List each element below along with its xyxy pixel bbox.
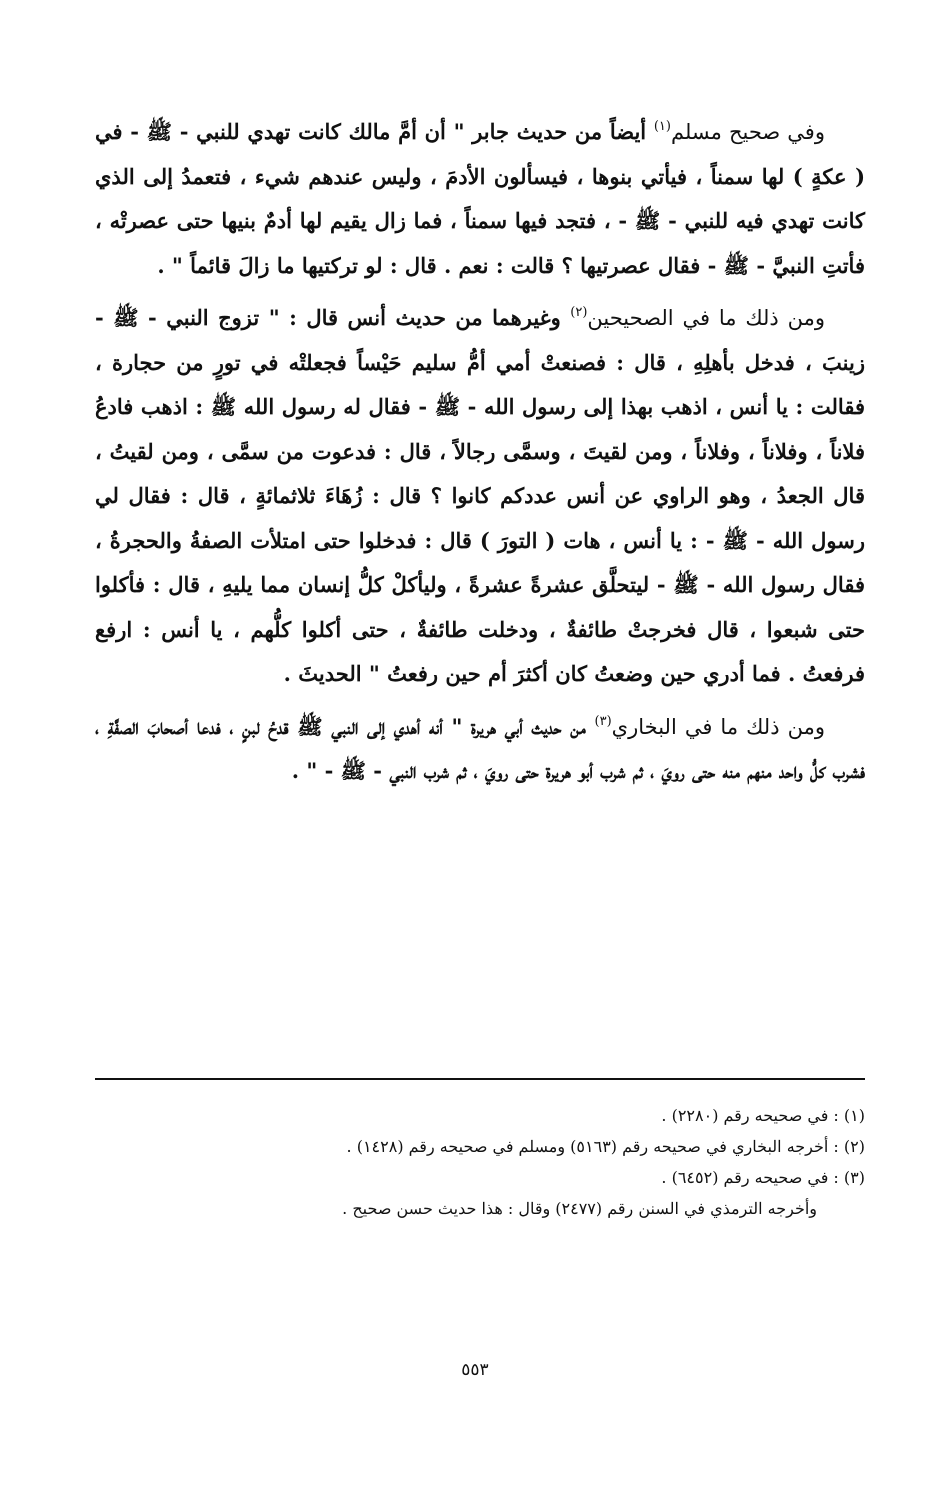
footnote-ref-2[interactable]: (٢) [570, 305, 588, 320]
footnote-3-continuation [95, 1193, 865, 1224]
footnote-ref-3[interactable]: (٣) [594, 713, 612, 729]
footnote-3 [95, 1162, 865, 1193]
footnote-text: (١) : في صحيحه رقم (٢٢٨٠) . [661, 1106, 865, 1125]
footnote-text: (٣) : في صحيحه رقم (٦٤٥٢) . [661, 1168, 865, 1187]
paragraph-body: أيضاً من حديث جابر " أن أمَّ مالك كانت تهدي للنبي - ﷺ - في ( عكةٍ ) لها سمناً ، فيأتي بنوها ، فيسألون الأدمَ ، وليس عندهم شيء ، فتعمدُ إلى الذي كانت تهدي فيه للنبي - ﷺ - ، فتجد فيها سمناً ، فما زال يقيم لها أدمٌ بنيها حتى عصرتْه ، فأتتِ النبيَّ - ﷺ - فقال عصرتيها ؟ قالت : نعم . قال : لو تركتيها ما زالَ قائماً " . [95, 119, 865, 278]
footnotes [95, 1100, 865, 1224]
paragraph-2 [95, 296, 865, 697]
footnote-1 [95, 1100, 865, 1131]
paragraph-3 [95, 705, 865, 794]
paragraph-lead: ومن ذلك ما في البخاري [611, 714, 825, 739]
paragraph-1 [95, 110, 865, 288]
footnote-text: وأخرجه الترمذي في السنن رقم (٢٤٧٧) وقال : هذا حديث حسن صحيح . [342, 1199, 817, 1218]
footnote-text: (٢) : أخرجه البخاري في صحيحه رقم (٥١٦٣) ومسلم في صحيحه رقم (١٤٢٨) . [346, 1137, 865, 1156]
paragraph-lead: وفي صحيح مسلم [670, 120, 825, 144]
paragraph-body: من حديث أبي هريرة " أنه أهدي إلى النبي ﷺ قدحُ لبنٍ ، فدعا أصحابَ الصفَّةِ ، فشرب كلُّ واحد منهم منه حتى رويَ ، ثم شرب أبو هريرة حتى رويَ ، ثم شرب النبي - ﷺ - " . [95, 713, 865, 783]
main-text [95, 110, 865, 794]
footnote-ref-1[interactable]: (١) [653, 119, 671, 134]
paragraph-body: وغيرهما من حديث أنس قال : " تزوج النبي - ﷺ - زينبَ ، فدخل بأهلِهِ ، قال : فصنعتْ أمي أمُّ سليم حَيْساً فجعلتْه في تورٍ من حجارة ، فقالت : يا أنس ، اذهب بهذا إلى رسول الله - ﷺ - فقال له رسول الله ﷺ : اذهب فادعُ فلاناً ، وفلاناً ، وفلاناً ، ومن لقيتَ ، وسمَّى رجالاً ، قال : فدعوت من سمَّى ، ومن لقيتُ ، قال الجعدُ ، وهو الراوي عن أنس عددكم كانوا ؟ قال : زُهَاءَ ثلاثمائةٍ ، قال : فقال لي رسول الله - ﷺ - : يا أنس ، هات ( التورَ ) قال : فدخلوا حتى امتلأت الصفةُ والحجرةُ ، فقال رسول الله - ﷺ - ليتحلَّق عشرةً عشرةً ، وليأكلْ كلُّ إنسان مما يليهِ ، قال : فأكلوا حتى شبعوا ، قال فخرجتْ طائفةٌ ، ودخلت طائفةٌ ، حتى أكلوا كلُّهم ، يا أنس : ارفع فرفعتُ . فما أدري حين وضعتُ كان أكثرَ أم حين رفعتُ " الحديثَ . [95, 305, 865, 686]
footnote-divider [95, 1078, 865, 1080]
page-number: ٥٥٣ [461, 1360, 489, 1380]
paragraph-lead: ومن ذلك ما في الصحيحين [587, 306, 825, 330]
footnote-2 [95, 1131, 865, 1162]
